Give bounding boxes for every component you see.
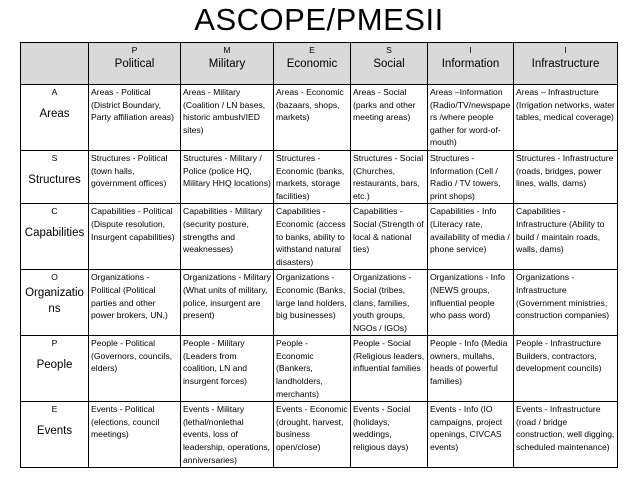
row-header-structures xyxy=(21,150,89,203)
column-label: Political xyxy=(114,58,155,70)
matrix-cell: Events - Economic (drought, harvest, business open/close) xyxy=(274,402,351,468)
matrix-cell: Areas - Social (parks and other meeting areas) xyxy=(351,85,428,151)
matrix-cell: People - Info (Media owners, mullahs, heads of powerful families) xyxy=(428,336,514,402)
column-label: Infrastructure xyxy=(531,58,600,70)
matrix-cell: Areas - Political (District Boundary, Party affiliation areas) xyxy=(89,85,181,151)
slide-title: ASCOPE/PMESII xyxy=(194,2,444,37)
matrix-cell: People - Infrastructure Builders, contractors, development councils) xyxy=(514,336,618,402)
matrix-cell: Structures - Political (town halls, government offices) xyxy=(89,150,181,203)
column-label: Military xyxy=(208,58,246,70)
column-header-infrastructure xyxy=(514,43,618,85)
matrix-cell: Structures - Economic (banks, markets, storage facilities) xyxy=(274,150,351,203)
row-header-capabilities xyxy=(21,204,89,270)
matrix-cell: Areas - Economic (bazaars, shops, markets) xyxy=(274,85,351,151)
matrix-cell: Structures - Military / Police (police HQ, Military HHQ locations) xyxy=(181,150,274,203)
matrix-cell: People - Political (Governors, councils, elders) xyxy=(89,336,181,402)
column-letter: M xyxy=(223,45,231,55)
matrix-cell: Areas –Information (Radio/TV/newspapers /where people gather for word-of-mouth) xyxy=(428,85,514,151)
row-letter: A xyxy=(51,87,58,97)
column-header-social xyxy=(351,43,428,85)
matrix-cell: Organizations - Infrastructure (Government ministries, construction companies) xyxy=(514,270,618,336)
matrix-cell: Organizations - Political (Political parties and other power brokers, UN,) xyxy=(89,270,181,336)
row-letter: P xyxy=(51,338,58,349)
row-letter: S xyxy=(51,152,58,163)
row-label: People xyxy=(36,359,73,372)
row-capabilities xyxy=(21,204,618,270)
matrix-cell: Capabilities - Military (security posture, strengths and weaknesses) xyxy=(181,204,274,270)
row-header-events xyxy=(21,402,89,468)
row-label: Structures xyxy=(28,173,81,186)
matrix-cell: Organizations - Economic (Banks, large land holders, big businesses) xyxy=(274,270,351,336)
matrix-cell: Areas - Military (Coalition / LN bases, historic ambush/IED sites) xyxy=(181,85,274,151)
matrix-cell: Structures - Infrastructure (roads, bridges, power lines, walls, dams) xyxy=(514,150,618,203)
matrix-cell: Capabilities - Infrastructure (Ability to build / maintain roads, walls, dams) xyxy=(514,204,618,270)
row-structures xyxy=(21,150,618,203)
matrix-cell: People - Military (Leaders from coalition, LN and insurgent forces) xyxy=(181,336,274,402)
row-letter: C xyxy=(51,206,58,217)
matrix-cell: Structures - Social (Churches, restaurants, bars, etc.) xyxy=(351,150,428,203)
matrix-cell: Capabilities - Info (Literacy rate, availability of media / phone service) xyxy=(428,204,514,270)
row-organizations xyxy=(21,270,618,336)
row-label: Events xyxy=(36,425,73,438)
column-letter: P xyxy=(131,45,138,55)
row-letter: O xyxy=(51,272,58,283)
matrix-cell: Organizations - Info (NEWS groups, influential people who pass word) xyxy=(428,270,514,336)
matrix-cell: Capabilities - Economic (access to banks, ability to withstand natural disasters) xyxy=(274,204,351,270)
row-header-people xyxy=(21,336,89,402)
column-letter: S xyxy=(386,45,392,55)
corner-cell xyxy=(21,43,89,85)
column-label: Economic xyxy=(286,58,338,70)
matrix-cell: Organizations - Social (tribes, clans, families, youth groups, NGOs / IGOs) xyxy=(351,270,428,336)
row-label: Organizations xyxy=(25,287,84,316)
column-letter: I xyxy=(564,45,567,55)
row-letter: E xyxy=(51,404,58,415)
column-header-military xyxy=(181,43,274,85)
column-header-economic xyxy=(274,43,351,85)
matrix-cell: Events - Info (IO campaigns, project openings, CIVCAS events) xyxy=(428,402,514,468)
matrix-cell: People - Social (Religious leaders, influential families xyxy=(351,336,428,402)
matrix-cell: Organizations - Military (What units of military, police, insurgent are present) xyxy=(181,270,274,336)
matrix-cell: Structures - Information (Cell / Radio / TV towers, print shops) xyxy=(428,150,514,203)
matrix-cell: Areas – Infrastructure (Irrigation networks, water tables, medical coverage) xyxy=(514,85,618,151)
column-header-information xyxy=(428,43,514,85)
column-letter: I xyxy=(469,45,472,55)
row-areas xyxy=(21,85,618,151)
matrix-cell: Capabilities - Political (Dispute resolution, Insurgent capabilities) xyxy=(89,204,181,270)
matrix-cell: Capabilities - Social (Strength of local & national ties) xyxy=(351,204,428,270)
ascope-pmesii-matrix xyxy=(20,42,618,468)
matrix-cell: Events - Political (elections, council meetings) xyxy=(89,402,181,468)
row-people xyxy=(21,336,618,402)
matrix-cell: People - Economic (Bankers, landholders, merchants) xyxy=(274,336,351,402)
column-letter: E xyxy=(309,45,315,55)
column-label: Information xyxy=(441,58,500,70)
row-label: Capabilities xyxy=(24,227,85,240)
row-header-areas xyxy=(21,85,89,151)
matrix-cell: Events - Military (lethal/nonlethal events, loss of leadership, operations, anniversaries) xyxy=(181,402,274,468)
header-row xyxy=(21,43,618,85)
column-header-political xyxy=(89,43,181,85)
column-label: Social xyxy=(373,58,405,70)
row-header-organizations xyxy=(21,270,89,336)
matrix-cell: Events - Infrastructure (road / bridge construction, well digging, scheduled maintenance) xyxy=(514,402,618,468)
matrix-cell: Events - Social (holidays, weddings, religious days) xyxy=(351,402,428,468)
row-events xyxy=(21,402,618,468)
row-label: Areas xyxy=(39,108,70,120)
